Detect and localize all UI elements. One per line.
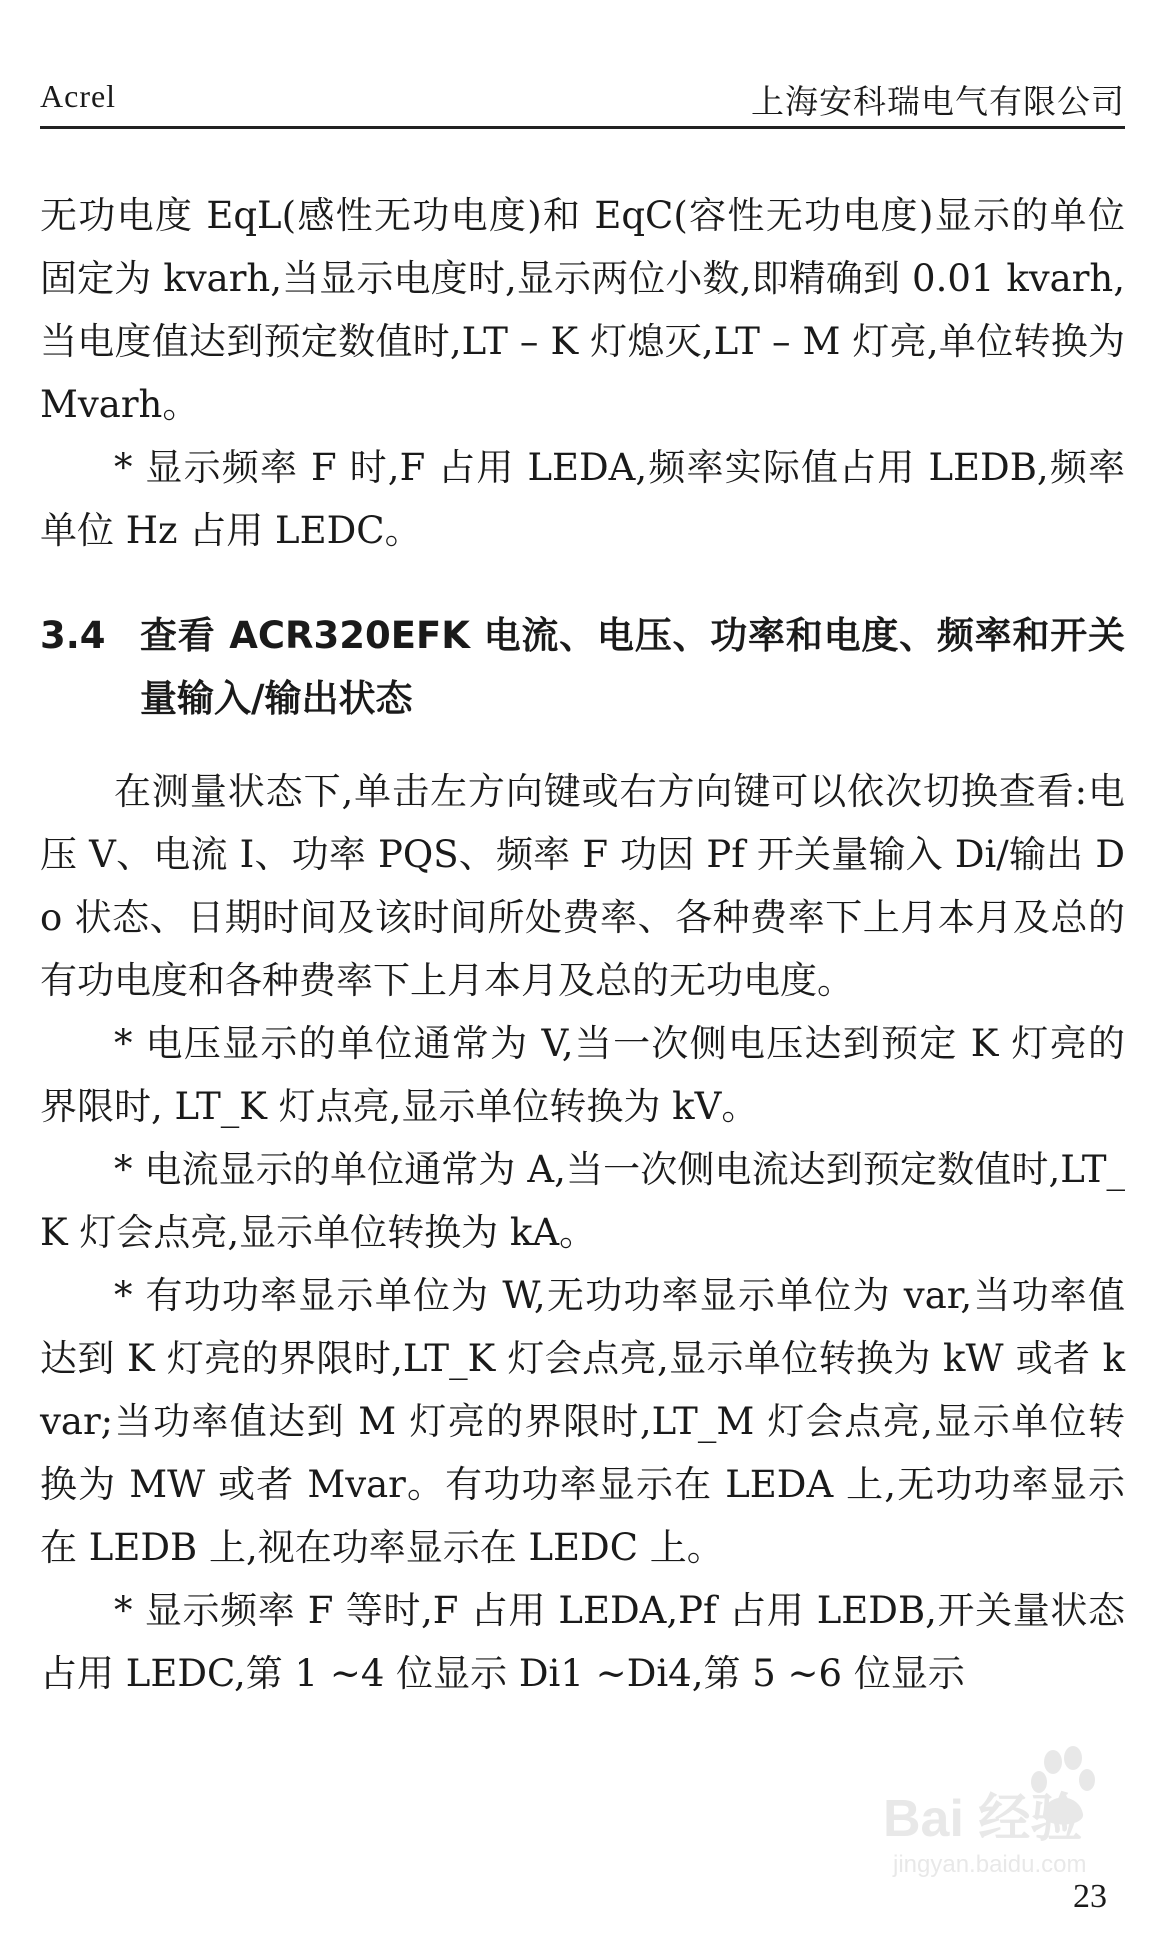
page-number: 23	[1073, 1878, 1107, 1915]
brand-name: Acrel	[40, 78, 117, 114]
section-number: 3.4	[40, 614, 106, 657]
paragraph-frequency-switch: * 显示频率 F 等时,F 占用 LEDA,Pf 占用 LEDB,开关量状态占用 LEDC,第 1 ~4 位显示 Di1 ~Di4,第 5 ~6 位显示	[40, 1589, 1125, 1695]
watermark-logo-text: Bai 经验	[883, 1790, 1083, 1848]
paragraph-current-unit: * 电流显示的单位通常为 A,当一次侧电流达到预定数值时,LT_K 灯会点亮,显示单位转换为 kA。	[40, 1148, 1125, 1254]
paragraph-voltage-unit: * 电压显示的单位通常为 V,当一次侧电压达到预定 K 灯亮的界限时, LT_K 灯点亮,显示单位转换为 kV。	[40, 1022, 1125, 1128]
baidu-jingyan-watermark	[871, 1740, 1141, 1880]
page-header	[40, 74, 1125, 129]
paragraph-switch-view: 在测量状态下,单击左方向键或右方向键可以依次切换查看:电压 V、电流 I、功率 PQS、频率 F 功因 Pf 开关量输入 Di/输出 Do 状态、日期时间及该时间所处费率、各种费率下上月本月及总的有功电度和各种费率下上月本月及总的无功电度。	[40, 770, 1125, 1002]
paragraph-power-unit: * 有功功率显示单位为 W,无功功率显示单位为 var,当功率值达到 K 灯亮的界限时,LT_K 灯会点亮,显示单位转换为 kW 或者 kvar;当功率值达到 M 灯亮的界限时,LT_M 灯会点亮,显示单位转换为 MW 或者 Mvar。有功功率显示在 LEDA 上,无功功率显示在 LEDB 上,视在功率显示在 LEDC 上。	[40, 1274, 1125, 1569]
page-content	[40, 184, 1125, 1705]
paragraph-frequency-display: * 显示频率 F 时,F 占用 LEDA,频率实际值占用 LEDB,频率单位 Hz 占用 LEDC。	[40, 446, 1125, 552]
company-name: 上海安科瑞电气有限公司	[751, 82, 1125, 121]
section-heading	[40, 604, 1125, 730]
paragraph-reactive-energy: 无功电度 EqL(感性无功电度)和 EqC(容性无功电度)显示的单位固定为 kvarh,当显示电度时,显示两位小数,即精确到 0.01 kvarh,当电度值达到预定数值时,LT – K 灯熄灭,LT – M 灯亮,单位转换为 Mvarh。	[40, 194, 1125, 426]
section-title: 查看 ACR320EFK 电流、电压、功率和电度、频率和开关量输入/输出状态	[140, 614, 1125, 720]
watermark-url: jingyan.baidu.com	[893, 1851, 1087, 1878]
